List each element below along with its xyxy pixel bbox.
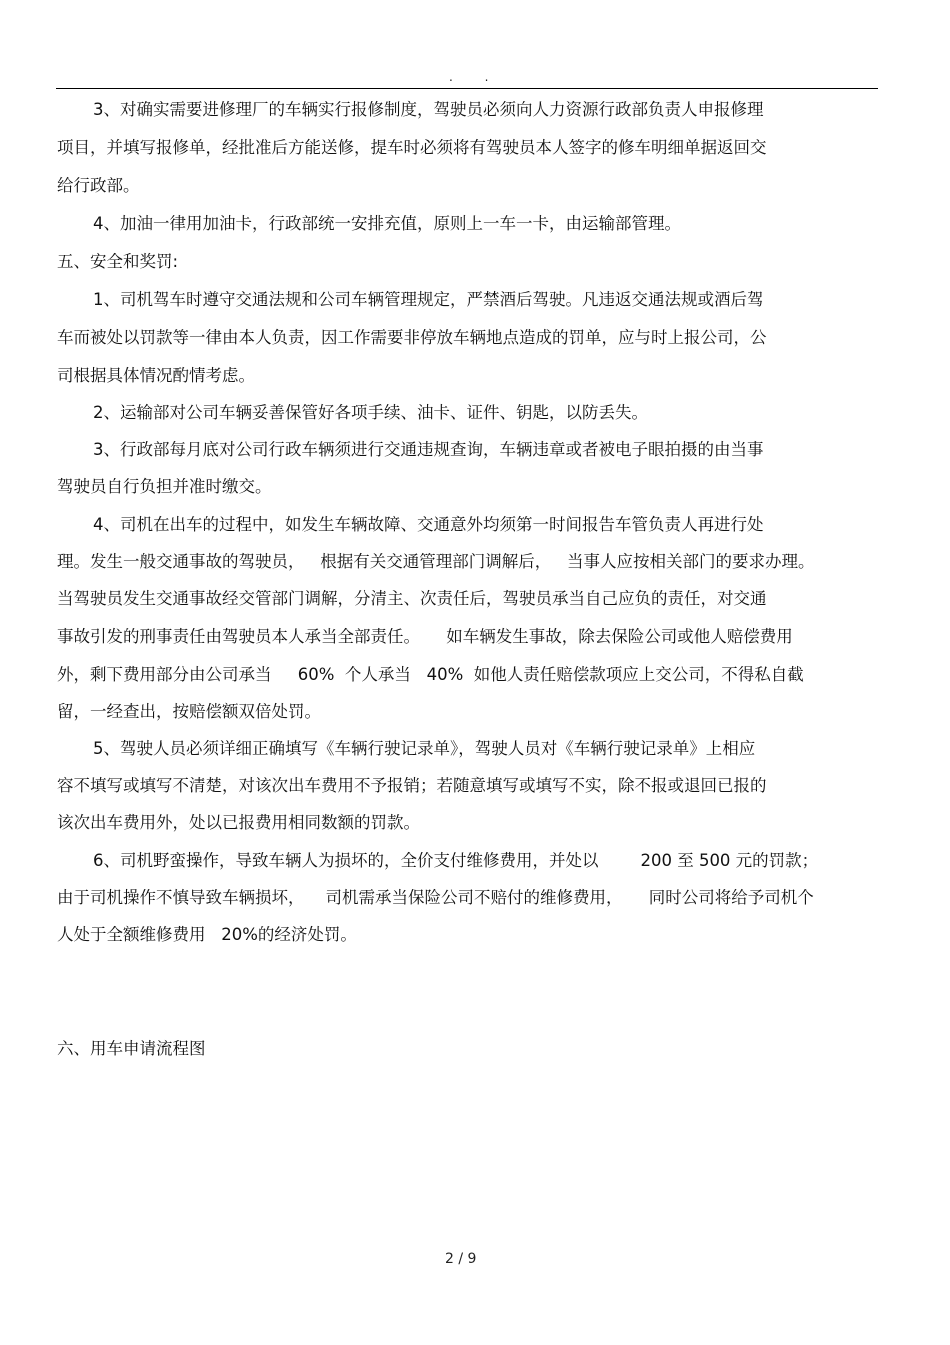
paragraph-line: 当驾驶员发生交通事故经交管部门调解，分清主、次责任后，驾驶员承当自己应负的责任，对交通	[57, 589, 767, 608]
paragraph-line: 4、司机在出车的过程中，如发生车辆故障、交通意外均须第一时间报告车管负责人再进行处	[93, 515, 764, 534]
section-heading: 六、用车申请流程图	[57, 1039, 206, 1058]
paragraph-line: 人处于全额维修费用 20%的经济处罚。	[57, 925, 357, 944]
paragraph-line: 3、行政部每月底对公司行政车辆须进行交通违规查询，车辆违章或者被电子眼拍摄的由当事	[93, 440, 764, 459]
paragraph-line: 该次出车费用外，处以已报费用相同数额的罚款。	[57, 813, 420, 832]
paragraph-line: 理。发生一般交通事故的驾驶员， 根据有关交通管理部门调解后， 当事人应按相关部门的要求办理。	[57, 552, 815, 571]
paragraph-line: 外，剩下费用部分由公司承当 60% 个人承当 40% 如他人责任赔偿款项应上交公司，不得私自截	[57, 665, 804, 684]
paragraph-line: 5、驾驶人员必须详细正确填写《车辆行驶记录单》，驾驶人员对《车辆行驶记录单》上相应	[93, 739, 756, 758]
paragraph-line: 1、司机驾车时遵守交通法规和公司车辆管理规定，严禁酒后驾驶。凡违返交通法规或酒后驾	[93, 290, 764, 309]
paragraph-line: 4、加油一律用加油卡，行政部统一安排充值，原则上一车一卡，由运输部管理。	[93, 214, 681, 233]
paragraph-line: 司根据具体情况酌情考虑。	[57, 366, 255, 385]
paragraph-line: 项目，并填写报修单，经批准后方能送修，提车时必须将有驾驶员本人签字的修车明细单据返回交	[57, 138, 767, 157]
header-rule	[56, 88, 878, 89]
paragraph-line: 事故引发的刑事责任由驾驶员本人承当全部责任。 如车辆发生事故，除去保险公司或他人赔偿费用	[57, 627, 793, 646]
paragraph-line: 留，一经查出，按赔偿额双倍处罚。	[57, 702, 321, 721]
paragraph-line: 给行政部。	[57, 176, 140, 195]
paragraph-line: 容不填写或填写不清楚，对该次出车费用不予报销；若随意填写或填写不实，除不报或退回已报的	[57, 776, 767, 795]
header-dots: . .	[449, 70, 503, 84]
page-number: 2 / 9	[445, 1251, 477, 1267]
paragraph-line: 驾驶员自行负担并准时缴交。	[57, 477, 272, 496]
section-heading: 五、安全和奖罚:	[57, 252, 179, 271]
paragraph-line: 由于司机操作不慎导致车辆损坏， 司机需承当保险公司不赔付的维修费用， 同时公司将给予司机个	[57, 888, 814, 907]
paragraph-line: 3、对确实需要进修理厂的车辆实行报修制度，驾驶员必须向人力资源行政部负责人申报修理	[93, 100, 764, 119]
paragraph-line: 2、运输部对公司车辆妥善保管好各项手续、油卡、证件、钥匙，以防丢失。	[93, 403, 648, 422]
paragraph-line: 车而被处以罚款等一律由本人负责，因工作需要非停放车辆地点造成的罚单，应与时上报公司，公	[57, 328, 767, 347]
paragraph-line: 6、司机野蛮操作，导致车辆人为损坏的，全价支付维修费用，并处以 200 至 500 元的罚款；	[93, 851, 819, 870]
